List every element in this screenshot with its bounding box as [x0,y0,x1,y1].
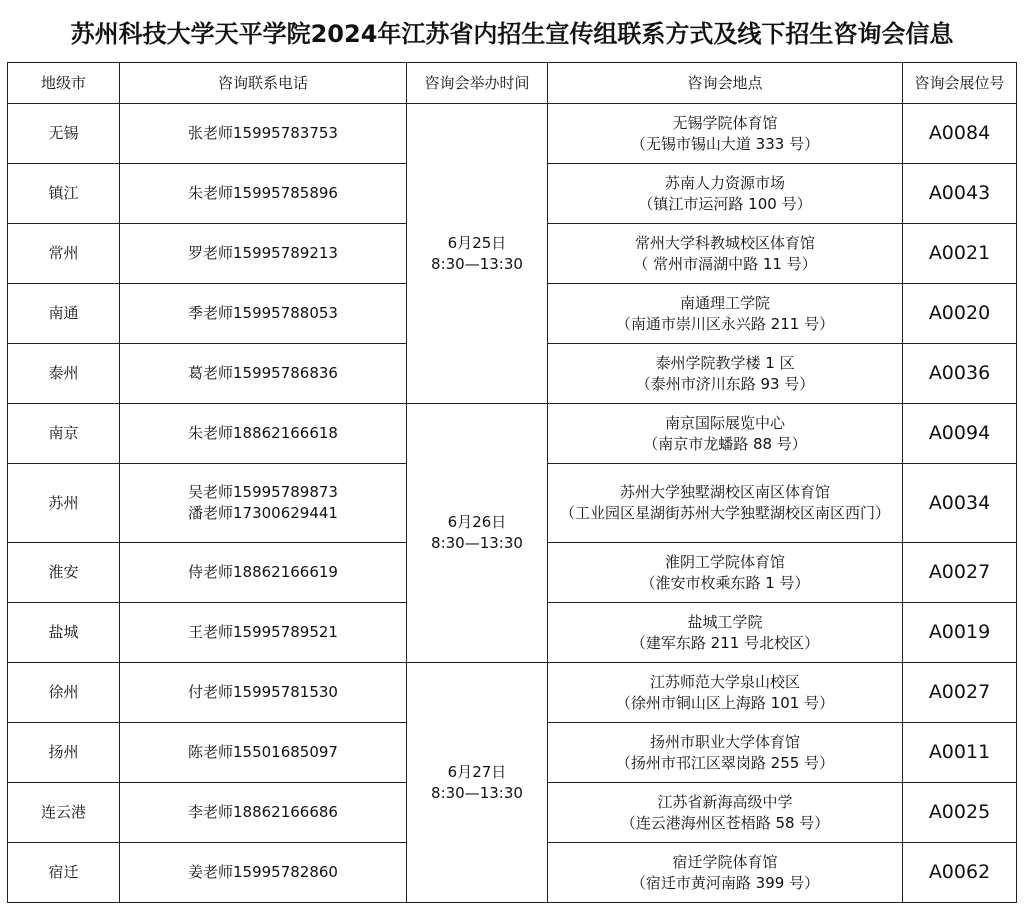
phone-cell [120,843,407,903]
booth-cell: A0034 [903,464,1017,543]
booth-cell: A0027 [903,663,1017,723]
phone-entry: 姜老师15995782860 [188,863,338,881]
phone-cell [120,783,407,843]
admissions-table [7,62,1017,903]
header-city: 地级市 [8,63,120,104]
city-cell: 苏州 [8,464,120,543]
phone-entry: 李老师18862166686 [188,803,338,821]
booth-cell: A0011 [903,723,1017,783]
venue-address: （镇江市运河路 100 号） [638,194,812,213]
event-date: 6月25日 [447,233,507,252]
venue-name: 盐城工学院 [687,612,763,631]
table-row [8,104,1017,164]
phone-entry: 朱老师18862166618 [188,424,338,442]
venue-name: 江苏省新海高级中学 [657,792,793,811]
phone-entry: 侍老师18862166619 [188,563,338,581]
place-cell [548,404,903,464]
place-cell [548,783,903,843]
city-cell: 南京 [8,404,120,464]
city-cell: 常州 [8,224,120,284]
booth-cell: A0084 [903,104,1017,164]
phone-cell [120,723,407,783]
venue-name: 苏南人力资源市场 [664,173,785,192]
place-cell [548,224,903,284]
place-cell [548,663,903,723]
booth-cell: A0094 [903,404,1017,464]
place-cell [548,464,903,543]
venue-address: （泰州市济川东路 93 号） [635,374,815,393]
booth-cell: A0025 [903,783,1017,843]
phone-entry: 吴老师15995789873 [188,483,338,501]
phone-entry: 陈老师15501685097 [188,743,338,761]
venue-address: （连云港海州区苍梧路 58 号） [620,813,830,832]
header-place: 咨询会地点 [548,63,903,104]
place-cell [548,843,903,903]
place-cell [548,104,903,164]
venue-name: 淮阴工学院体育馆 [664,552,785,571]
venue-address: （ 常州市滆湖中路 11 号） [633,254,817,273]
place-cell [548,344,903,404]
phone-cell [120,344,407,404]
place-cell [548,603,903,663]
phone-cell [120,104,407,164]
phone-cell [120,464,407,543]
phone-cell [120,224,407,284]
place-cell [548,164,903,224]
venue-address: （徐州市铜山区上海路 101 号） [615,693,835,712]
city-cell: 淮安 [8,543,120,603]
booth-cell: A0020 [903,284,1017,344]
phone-cell [120,543,407,603]
venue-name: 无锡学院体育馆 [672,113,778,132]
time-cell [407,104,548,404]
booth-cell: A0043 [903,164,1017,224]
place-cell [548,284,903,344]
header-phone: 咨询联系电话 [120,63,407,104]
phone-entry: 王老师15995789521 [188,623,338,641]
city-cell: 徐州 [8,663,120,723]
place-cell [548,543,903,603]
city-cell: 泰州 [8,344,120,404]
phone-cell [120,164,407,224]
event-hours: 8:30—13:30 [431,254,523,273]
phone-entry: 张老师15995783753 [188,124,338,142]
phone-cell [120,284,407,344]
time-cell [407,404,548,663]
venue-name: 泰州学院教学楼 1 区 [655,353,795,372]
venue-name: 苏州大学独墅湖校区南区体育馆 [619,483,830,501]
phone-entry: 潘老师17300629441 [188,504,338,522]
venue-address: （南通市崇川区永兴路 211 号） [615,314,835,333]
booth-cell: A0062 [903,843,1017,903]
phone-entry: 朱老师15995785896 [188,184,338,202]
phone-cell [120,404,407,464]
table-row [8,404,1017,464]
phone-cell [120,603,407,663]
phone-entry: 葛老师15995786836 [188,364,338,382]
event-hours: 8:30—13:30 [431,783,523,802]
header-time: 咨询会举办时间 [407,63,548,104]
venue-address: （宿迁市黄河南路 399 号） [630,873,820,892]
phone-cell [120,663,407,723]
city-cell: 无锡 [8,104,120,164]
booth-cell: A0019 [903,603,1017,663]
page-title: 苏州科技大学天平学院2024年江苏省内招生宣传组联系方式及线下招生咨询会信息 [70,19,954,48]
venue-address: （南京市龙蟠路 88 号） [643,434,807,453]
venue-name: 常州大学科教城校区体育馆 [634,233,815,252]
city-cell: 盐城 [8,603,120,663]
place-cell [548,723,903,783]
venue-address: （建军东路 211 号北校区） [630,633,820,652]
event-hours: 8:30—13:30 [431,534,523,552]
city-cell: 连云港 [8,783,120,843]
table-row [8,663,1017,723]
venue-name: 扬州市职业大学体育馆 [649,732,800,751]
phone-entry: 季老师15995788053 [188,304,338,322]
venue-name: 南京国际展览中心 [664,413,785,432]
venue-address: （扬州市邗江区翠岗路 255 号） [615,753,835,772]
venue-name: 江苏师范大学泉山校区 [649,672,800,691]
phone-entry: 付老师15995781530 [188,683,338,701]
venue-address: （无锡市锡山大道 333 号） [630,134,820,153]
header-row [8,63,1017,104]
venue-name: 南通理工学院 [679,293,770,312]
venue-name: 宿迁学院体育馆 [672,852,778,871]
venue-address: （淮安市枚乘东路 1 号） [640,573,810,592]
booth-cell: A0036 [903,344,1017,404]
city-cell: 镇江 [8,164,120,224]
city-cell: 南通 [8,284,120,344]
booth-cell: A0021 [903,224,1017,284]
header-booth: 咨询会展位号 [903,63,1017,104]
event-date: 6月26日 [447,513,507,531]
event-date: 6月27日 [447,762,507,781]
phone-entry: 罗老师15995789213 [188,244,338,262]
venue-address: （工业园区星湖街苏州大学独墅湖校区南区西门） [559,504,890,522]
city-cell: 扬州 [8,723,120,783]
time-cell [407,663,548,903]
booth-cell: A0027 [903,543,1017,603]
city-cell: 宿迁 [8,843,120,903]
